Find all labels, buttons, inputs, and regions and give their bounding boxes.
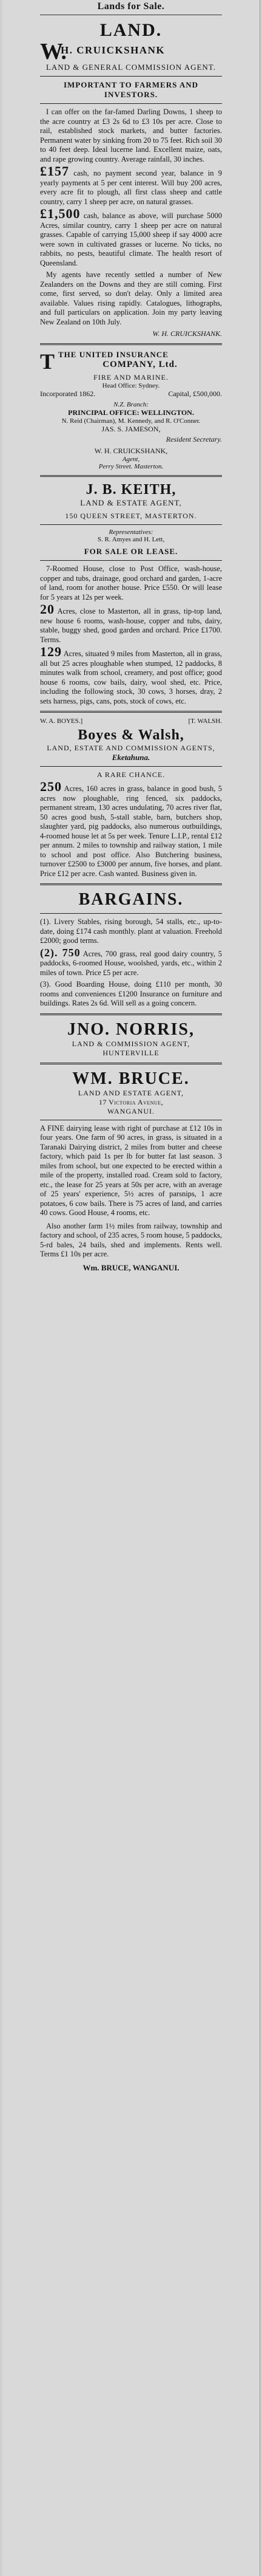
ad-address: 150 QUEEN STREET, MASTERTON. xyxy=(65,512,197,520)
ad-cruickshank xyxy=(40,20,222,338)
ad-place: HUNTERVILLE xyxy=(102,1048,160,1057)
partners-row xyxy=(40,718,222,725)
ad-title: LAND. xyxy=(99,20,163,40)
ad-bargains xyxy=(40,890,222,1009)
company-name-line2: COMPANY, Ltd. xyxy=(102,360,178,369)
newspaper-page xyxy=(2,0,260,2576)
intro-paragraph: I can offer on the far-famed Darling Downs, 1 sheep to the acre country at £3 2s 6d to £3 10s per acre. Close to rail, established stock markets, and butter factories. Permanent water by sinking from 20 to 75 feet. Rich soil 30 to 40 feet deep. Ideal lucerne land. Excellent maize, oats, and rape growing country. Average rainfall, 30 inches. xyxy=(40,108,222,163)
bargain-item: (1). Livery Stables, rising borough, 54 stalls, etc., up-to-date, doing £174 cash monthly. plant at valuation. Freehold £2000; good terms. xyxy=(40,917,222,945)
incorporated-row xyxy=(40,389,222,399)
ad-subtitle: LAND & COMMISSION AGENT, xyxy=(72,1039,190,1048)
lot-text: Acres, situated 9 miles from Masterton, all in grass, all but 25 acres ploughable when stumped, 12 paddocks, 8 minutes walk from school, creamery, and post office; good house 6 rooms, cow bails, dairy, wool shed, etc. Price, including the following stock, 30 cows, 3 horses, dray, 2 sets harness, pigs, cans, pots, stock of cows, etc. xyxy=(40,649,223,705)
lot-number: 129 xyxy=(40,644,62,659)
lot-number: 20 xyxy=(40,601,55,617)
ad-jb-keith xyxy=(40,482,222,706)
reps-names: S. R. Amyes and H. Lett, xyxy=(97,536,165,543)
incorporated: Incorporated 1862. xyxy=(40,389,96,398)
directors: N. Reid (Chairman), M. Kennedy, and R. O'Conner. xyxy=(61,417,201,425)
company-subtitle: FIRE AND MARINE. xyxy=(93,373,169,382)
lot-text: Acres, close to Masterton, all in grass, tip-top land, new house 6 rooms, wash-house, copper and tubs, dairy, stable, buggy shed, good garden and orchard. Price £1700. Terms. xyxy=(40,607,223,644)
bargain-item: (3). Good Boarding House, doing £110 per month, 30 rooms and conveniences £1200 Insurance on furniture and buildings. Rates 2s 6d. Will sell as a going concern. xyxy=(40,980,222,1007)
lot-text: 7-Roomed House, close to Post Office, wash-house, copper and tubs, drainage, good orchard and garden, 1-acre of land, room for another house. Price £550. Or will lease for 5 years at 12s per week. xyxy=(40,564,222,601)
signature: Wm. BRUCE, WANGANUI. xyxy=(82,1262,180,1272)
firm-initial: W. xyxy=(40,39,67,64)
reps-label: Representatives: xyxy=(109,529,153,536)
ad-subtitle: LAND AND ESTATE AGENT, xyxy=(78,1088,184,1097)
ad-heading: IMPORTANT TO FARMERS AND INVESTORS. xyxy=(63,80,199,99)
agent-name: W. H. CRUICKSHANK, xyxy=(94,447,168,455)
lot-price: £1,500 xyxy=(40,206,81,221)
ad-united-insurance xyxy=(40,350,222,470)
secretary-role: Resident Secretary. xyxy=(166,435,222,444)
ad-boyes-walsh xyxy=(40,718,222,879)
branch-label: N.Z. Branch: xyxy=(113,401,149,408)
agent-address: Perry Street. Masterton. xyxy=(98,463,164,470)
head-office: Head Office: Sydney. xyxy=(102,382,160,389)
lot-text: cash, no payment second year, balance in 9 yearly payments at 5 per cent interest. Will buy 200 acres, every acre fit to plough, all first class sheep and cattle country, carry 1 sheep per acre, on natural grasses. xyxy=(40,169,222,206)
ad-subtitle: LAND & ESTATE AGENT, xyxy=(80,498,182,507)
ad-title: J. B. KEITH, xyxy=(86,482,176,498)
ad-title: WM. BRUCE. xyxy=(72,1069,190,1088)
capital: Capital, £500,000. xyxy=(168,389,222,398)
lot-text: cash, balance as above, will purchase 5000 Acres, similar country, carry 1 sheep per acre on natural grasses. Capable of carrying 15,000 sheep if say 4000 acre were sown in cultivated grasses or lucerne. No ticks, no rabbits, no pests, beautiful climate. The health resort of Queensland. xyxy=(40,211,222,267)
firm-name-block xyxy=(40,41,222,63)
ad-address: 17 Victoria Avenue, xyxy=(98,1097,164,1106)
ad-wm-bruce xyxy=(40,1069,222,1273)
ad-title: Boyes & Walsh, xyxy=(78,727,184,743)
section-header: Lands for Sale. xyxy=(40,0,222,15)
agent-role: Agent, xyxy=(122,456,140,463)
partner-left: W. A. BOYES.] xyxy=(40,718,83,725)
advertisement-column xyxy=(40,0,222,1273)
company-name-line1: THE UNITED INSURANCE xyxy=(58,350,169,359)
secretary-name: JAS. S. JAMESON, xyxy=(101,425,161,433)
partner-right: [T. WALSH. xyxy=(188,718,222,725)
ad-heading: FOR SALE OR LEASE. xyxy=(84,547,178,556)
body-paragraph: Also another farm 1½ miles from railway, township and factory and school, of 235 acres, 5 room house, 5 paddocks, 5-rd bales, 24 bails, shed and implements. Rents well. Terms £1 10s per acre. xyxy=(40,1221,222,1258)
drop-cap-t: T xyxy=(40,349,55,374)
bargain-number: (2). 750 xyxy=(40,946,81,959)
body-paragraph: A FINE dairying lease with right of purchase at £12 10s in four years. One farm of 90 acres, in grass, is situated in a Taranaki Dairying district, 2 miles from butter and cheese factory, which paid 1s per lb for butter fat last season. 3 miles from school, but one expected to be erected within a mile of the property, installed road. Cream sold to factory, etc., the lease for 25 years at 50s per acre, with an average of 25 years' experience, 5½ acres of parsnips, 1 acre potatoes, 6 cow bails. There is 75 acres of land, and carries 40 cows. Good House, 4 rooms, etc. xyxy=(40,1123,222,1217)
ad-subtitle: LAND, ESTATE AND COMMISSION AGENTS, xyxy=(47,744,215,752)
ad-title: BARGAINS. xyxy=(78,890,184,909)
lot-number: 250 xyxy=(40,779,62,794)
ad-title: JNO. NORRIS, xyxy=(67,1019,195,1039)
principal-office: PRINCIPAL OFFICE: WELLINGTON. xyxy=(68,408,194,417)
ad-heading: A RARE CHANCE. xyxy=(96,770,166,779)
ad-place: Eketahuna. xyxy=(112,753,150,762)
firm-subtitle: LAND & GENERAL COMMISSION AGENT. xyxy=(45,63,217,72)
ad-place: WANGANUI. xyxy=(107,1106,155,1115)
ad-jno-norris xyxy=(40,1020,222,1058)
body-paragraph: My agents have recently settled a number of New Zealanders on the Downs and they are still coming. First come, first served, so don't delay. Only a limited area available. Values rising rapidly. Catalogues, lithographs, and full particulars on application. Join my party leaving New Zealand on 10th July. xyxy=(40,270,222,326)
bargain-text: Acres, 700 grass, real good dairy country, 5 paddocks, 6-roomed House, woolshed, yards, etc., within 2 miles of town. Price £5 per acre. xyxy=(40,949,222,977)
lot-price: £157 xyxy=(40,163,69,179)
lot-text: Acres, 160 acres in grass, balance in good bush, 5 acres now ploughable, ring fenced, six paddocks, permanent stream, 130 acres undulating, 70 acres river flat, 50 acres good bush, 5-stall stable, barn, butchers shop, slaughter yard, pig paddocks, also numerous outbuildings, 4-roomed house let at 5s per week. Tenure L.I.P., rental £12 per annum. 2 miles to township and railway station, 1 mile to school and post office. Also Butchering business, turnover £2500 to £3000 per annum, five horses, and plant. Price £12 per acre. Cash wanted. Business given in. xyxy=(40,784,222,878)
signature: W. H. CRUICKSHANK. xyxy=(152,329,222,338)
firm-name: H. CRUICKSHANK xyxy=(61,44,166,56)
